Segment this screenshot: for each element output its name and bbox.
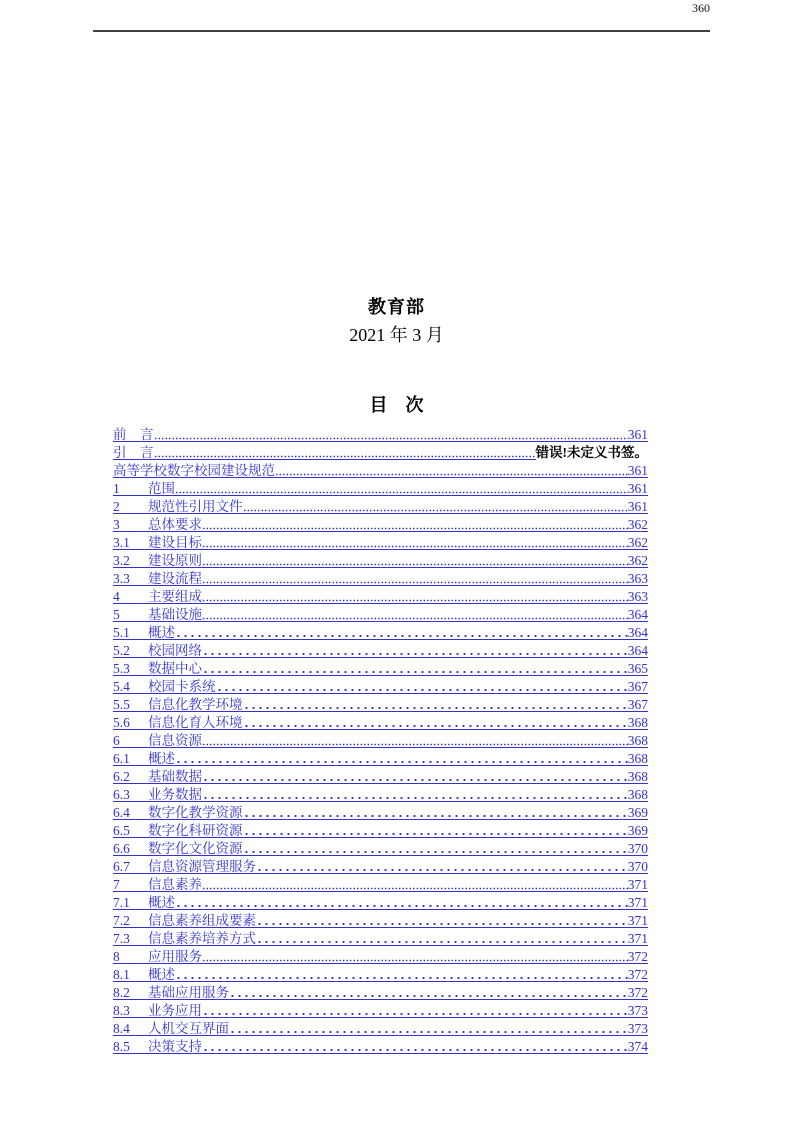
toc-entry-page: 362 [627, 517, 648, 532]
toc-entry-number: 4 [113, 589, 120, 604]
toc-entry-link[interactable] [113, 660, 628, 678]
header-rule [93, 30, 710, 32]
toc-entry[interactable] [113, 444, 648, 462]
toc-entry-label[interactable]: 概述 [148, 895, 175, 910]
toc-entry[interactable] [113, 570, 648, 588]
toc-entry-link[interactable] [113, 840, 628, 858]
toc-entry-label[interactable]: 信息素养 [148, 877, 202, 892]
toc-entry[interactable] [113, 768, 648, 786]
toc-entry-link[interactable] [113, 462, 628, 480]
toc-entry-link[interactable] [113, 732, 628, 750]
toc-entry-link[interactable] [113, 750, 628, 768]
toc-entry[interactable] [113, 786, 648, 804]
toc-entry-number: 7.1 [113, 895, 130, 910]
toc-entry-page: 372 [627, 985, 648, 1000]
toc-entry-link[interactable] [113, 588, 628, 606]
toc-entry-number: 6.2 [113, 769, 130, 784]
toc-entry-number: 3.1 [113, 535, 130, 550]
toc-entry[interactable] [113, 984, 648, 1002]
toc-leader-dots [154, 426, 628, 444]
toc-entry-label[interactable]: 前 言 [113, 427, 154, 442]
toc-entry-link[interactable] [113, 624, 628, 642]
toc-entry-page: 372 [627, 949, 648, 964]
toc-entry-label[interactable]: 基础设施 [148, 607, 202, 622]
toc-entry-link[interactable] [113, 912, 628, 930]
toc-leader-dots [202, 1002, 628, 1020]
toc-entry-label[interactable]: 信息化育人环境 [148, 715, 243, 730]
toc-entry-label[interactable]: 人机交互界面 [148, 1021, 229, 1036]
publisher-line: 教育部 [368, 297, 425, 317]
toc-entry-number: 3.2 [113, 553, 130, 568]
toc-entry-link[interactable] [113, 534, 628, 552]
toc-entry-label[interactable]: 范围 [148, 481, 175, 496]
toc-entry-label[interactable]: 基础应用服务 [148, 985, 229, 1000]
toc-entry-number: 5.2 [113, 643, 130, 658]
toc-entry-error-text: 错误!未定义书签。 [535, 445, 648, 460]
toc-entry[interactable] [113, 516, 648, 534]
toc-entry-number: 6.7 [113, 859, 130, 874]
toc-entry-page: 368 [627, 751, 648, 766]
toc-entry-link[interactable] [113, 948, 628, 966]
toc-entry-label[interactable]: 校园网络 [148, 643, 202, 658]
toc-entry-number: 7 [113, 877, 120, 892]
toc-leader-dots [202, 768, 628, 786]
toc-entry[interactable] [113, 480, 648, 498]
toc-entry-link[interactable] [113, 516, 628, 534]
toc-entry-page: 370 [627, 859, 648, 874]
toc-entry-page: 361 [627, 481, 648, 496]
toc-entry-label[interactable]: 信息资源管理服务 [148, 859, 256, 874]
toc-entry-label[interactable]: 校园卡系统 [148, 679, 216, 694]
toc-entry-page: 371 [627, 877, 648, 892]
toc-entry-label[interactable]: 数字化教学资源 [148, 805, 243, 820]
toc-entry-label[interactable]: 业务数据 [148, 787, 202, 802]
toc-entry-link[interactable] [113, 714, 628, 732]
toc-entry-label[interactable]: 信息化教学环境 [148, 697, 243, 712]
toc-leader-dots [243, 840, 628, 858]
toc-entry[interactable] [113, 732, 648, 750]
toc-entry-page: 367 [627, 679, 648, 694]
toc-leader-dots [202, 606, 628, 624]
toc-entry-label[interactable]: 高等学校数字校园建设规范 [113, 463, 275, 478]
toc-entry-label[interactable]: 引 言 [113, 445, 154, 460]
toc-entry-label[interactable]: 数字化科研资源 [148, 823, 243, 838]
toc-entry[interactable] [113, 1002, 648, 1020]
toc-entry[interactable] [113, 894, 648, 912]
toc-entry[interactable] [113, 966, 648, 984]
publication-date: 2021 年 3 月 [349, 325, 444, 345]
toc-entry-link[interactable] [113, 498, 628, 516]
toc-entry-number: 8.5 [113, 1039, 130, 1054]
toc-entry[interactable] [113, 804, 648, 822]
toc-entry-number: 5.6 [113, 715, 130, 730]
toc-entry-link[interactable] [113, 552, 628, 570]
toc-leader-dots [229, 984, 628, 1002]
toc-entry[interactable] [113, 858, 648, 876]
toc-leader-dots [216, 678, 628, 696]
toc-entry-link[interactable] [113, 786, 628, 804]
toc-entry-page: 368 [627, 715, 648, 730]
toc-leader-dots [202, 588, 628, 606]
toc-leader-dots [243, 696, 628, 714]
toc-entry-label[interactable]: 决策支持 [148, 1039, 202, 1054]
toc-entry-link[interactable] [113, 876, 628, 894]
toc-entry-link[interactable] [113, 444, 536, 462]
toc-leader-dots [175, 966, 628, 984]
toc-leader-dots [243, 822, 628, 840]
toc-leader-dots [243, 498, 628, 516]
toc-entry-page: 362 [627, 553, 648, 568]
toc-entry[interactable] [113, 822, 648, 840]
toc-entry-page: 368 [627, 769, 648, 784]
toc-entry-label[interactable]: 信息资源 [148, 733, 202, 748]
toc-entry-number: 8.2 [113, 985, 130, 1000]
toc-entry-label[interactable]: 概述 [148, 751, 175, 766]
toc-leader-dots [202, 1038, 628, 1056]
toc-entry-label[interactable]: 建设原则 [148, 553, 202, 568]
toc-entry-link[interactable] [113, 570, 628, 588]
toc-entry[interactable] [113, 948, 648, 966]
toc-entry-label[interactable]: 信息素养组成要素 [148, 913, 256, 928]
toc-leader-dots [202, 534, 628, 552]
toc-entry-number: 3 [113, 517, 120, 532]
toc-entry[interactable] [113, 426, 648, 444]
toc-entry-link[interactable] [113, 1038, 628, 1056]
toc-entry-link[interactable] [113, 822, 628, 840]
toc-leader-dots [202, 876, 628, 894]
page-number: 360 [692, 1, 710, 15]
toc-entry-link[interactable] [113, 426, 628, 444]
toc-entry-number: 5.1 [113, 625, 130, 640]
toc-entry-page: 371 [627, 913, 648, 928]
toc-entry-page: 363 [627, 571, 648, 586]
toc-leader-dots [256, 930, 628, 948]
toc-entry-page: 364 [627, 625, 648, 640]
toc-entry-number: 6.1 [113, 751, 130, 766]
toc-entry-link[interactable] [113, 930, 628, 948]
toc-entry[interactable] [113, 930, 648, 948]
toc-entry[interactable] [113, 1020, 648, 1038]
toc-entry[interactable] [113, 642, 648, 660]
toc-entry-link[interactable] [113, 1002, 628, 1020]
toc-entry-page: 364 [627, 607, 648, 622]
toc-entry-label[interactable]: 建设流程 [148, 571, 202, 586]
toc-leader-dots [256, 858, 628, 876]
toc-leader-dots [202, 948, 628, 966]
toc-entry-page: 371 [627, 895, 648, 910]
toc-entry-label[interactable]: 建设目标 [148, 535, 202, 550]
toc-entry-label[interactable]: 主要组成 [148, 589, 202, 604]
toc-entry-link[interactable] [113, 804, 628, 822]
toc-entry-label[interactable]: 基础数据 [148, 769, 202, 784]
toc-leader-dots [175, 480, 628, 498]
toc-entry-page: 373 [627, 1003, 648, 1018]
toc-entry-number: 8.1 [113, 967, 130, 982]
toc-entry-page: 361 [627, 427, 648, 442]
toc-entry-page: 369 [627, 823, 648, 838]
toc-entry-page: 372 [627, 967, 648, 982]
toc-entry-number: 7.2 [113, 913, 130, 928]
toc-entry-label[interactable]: 信息素养培养方式 [148, 931, 256, 946]
toc-entry-label[interactable]: 数字化文化资源 [148, 841, 243, 856]
toc-entry-number: 2 [113, 499, 120, 514]
toc-entry-page: 368 [627, 787, 648, 802]
toc-leader-dots [256, 912, 628, 930]
toc-entry-label[interactable]: 业务应用 [148, 1003, 202, 1018]
toc-leader-dots [202, 642, 628, 660]
toc-entry-label[interactable]: 数据中心 [148, 661, 202, 676]
toc-leader-dots [175, 894, 628, 912]
toc-entry-number: 3.3 [113, 571, 130, 586]
toc-entry-page: 370 [627, 841, 648, 856]
toc-entry-page: 368 [627, 733, 648, 748]
toc-entry-number: 6.3 [113, 787, 130, 802]
toc-entry-page: 361 [627, 499, 648, 514]
toc-entry-page: 362 [627, 535, 648, 550]
toc-leader-dots [202, 516, 628, 534]
toc-entry[interactable] [113, 552, 648, 570]
toc-entry-number: 6.6 [113, 841, 130, 856]
toc-entry-link[interactable] [113, 984, 628, 1002]
toc-entry-page: 361 [627, 463, 648, 478]
toc-entry-number: 8 [113, 949, 120, 964]
toc-entry-number: 7.3 [113, 931, 130, 946]
toc-leader-dots [275, 462, 628, 480]
toc-entry[interactable] [113, 696, 648, 714]
toc-entry-label[interactable]: 应用服务 [148, 949, 202, 964]
toc-entry-page: 364 [627, 643, 648, 658]
toc-leader-dots [154, 444, 536, 462]
front-matter [0, 294, 793, 350]
toc-entry-number: 1 [113, 481, 120, 496]
toc-entry-link[interactable] [113, 678, 628, 696]
toc-entry[interactable] [113, 678, 648, 696]
toc-entry[interactable] [113, 660, 648, 678]
toc-entry-number: 5.3 [113, 661, 130, 676]
toc-leader-dots [202, 570, 628, 588]
toc-leader-dots [229, 1020, 628, 1038]
toc-entry[interactable] [113, 606, 648, 624]
toc-entry-page: 365 [627, 661, 648, 676]
toc-entry-number: 5.5 [113, 697, 130, 712]
toc-entry-link[interactable] [113, 1020, 628, 1038]
toc-entry[interactable] [113, 534, 648, 552]
toc-list [113, 426, 648, 1056]
toc-entry[interactable] [113, 714, 648, 732]
toc-entry-label[interactable]: 概述 [148, 967, 175, 982]
toc-title: 目 次 [369, 395, 424, 415]
toc-entry-link[interactable] [113, 768, 628, 786]
toc-entry-number: 5 [113, 607, 120, 622]
toc-leader-dots [202, 786, 628, 804]
toc-entry-number: 8.4 [113, 1021, 130, 1036]
toc-entry-number: 8.3 [113, 1003, 130, 1018]
toc-leader-dots [243, 804, 628, 822]
toc-entry-link[interactable] [113, 642, 628, 660]
toc-entry-link[interactable] [113, 696, 628, 714]
toc-entry-number: 6.5 [113, 823, 130, 838]
toc-entry-link[interactable] [113, 894, 628, 912]
toc-entry-page: 367 [627, 697, 648, 712]
toc-entry-page: 373 [627, 1021, 648, 1036]
toc-leader-dots [202, 660, 628, 678]
toc-entry-page: 374 [627, 1039, 648, 1054]
toc-entry-label[interactable]: 总体要求 [148, 517, 202, 532]
toc-entry-link[interactable] [113, 480, 628, 498]
toc-entry[interactable] [113, 462, 648, 480]
toc-leader-dots [243, 714, 628, 732]
toc-entry-link[interactable] [113, 966, 628, 984]
toc-entry-link[interactable] [113, 606, 628, 624]
toc-leader-dots [202, 732, 628, 750]
toc-leader-dots [202, 552, 628, 570]
toc-entry[interactable] [113, 750, 648, 768]
toc-entry[interactable] [113, 1038, 648, 1056]
toc-entry-number: 5.4 [113, 679, 130, 694]
toc-entry-label[interactable]: 概述 [148, 625, 175, 640]
toc-entry[interactable] [113, 498, 648, 516]
toc-entry-number: 6 [113, 733, 120, 748]
toc-entry-page: 371 [627, 931, 648, 946]
toc-leader-dots [175, 624, 628, 642]
toc-entry-link[interactable] [113, 858, 628, 876]
toc-entry[interactable] [113, 876, 648, 894]
toc-entry[interactable] [113, 588, 648, 606]
toc-entry-label[interactable]: 规范性引用文件 [148, 499, 243, 514]
toc-entry-page: 363 [627, 589, 648, 604]
toc-entry-page: 369 [627, 805, 648, 820]
toc-entry[interactable] [113, 624, 648, 642]
toc-leader-dots [175, 750, 628, 768]
toc-entry[interactable] [113, 912, 648, 930]
toc-entry-number: 6.4 [113, 805, 130, 820]
toc-entry[interactable] [113, 840, 648, 858]
